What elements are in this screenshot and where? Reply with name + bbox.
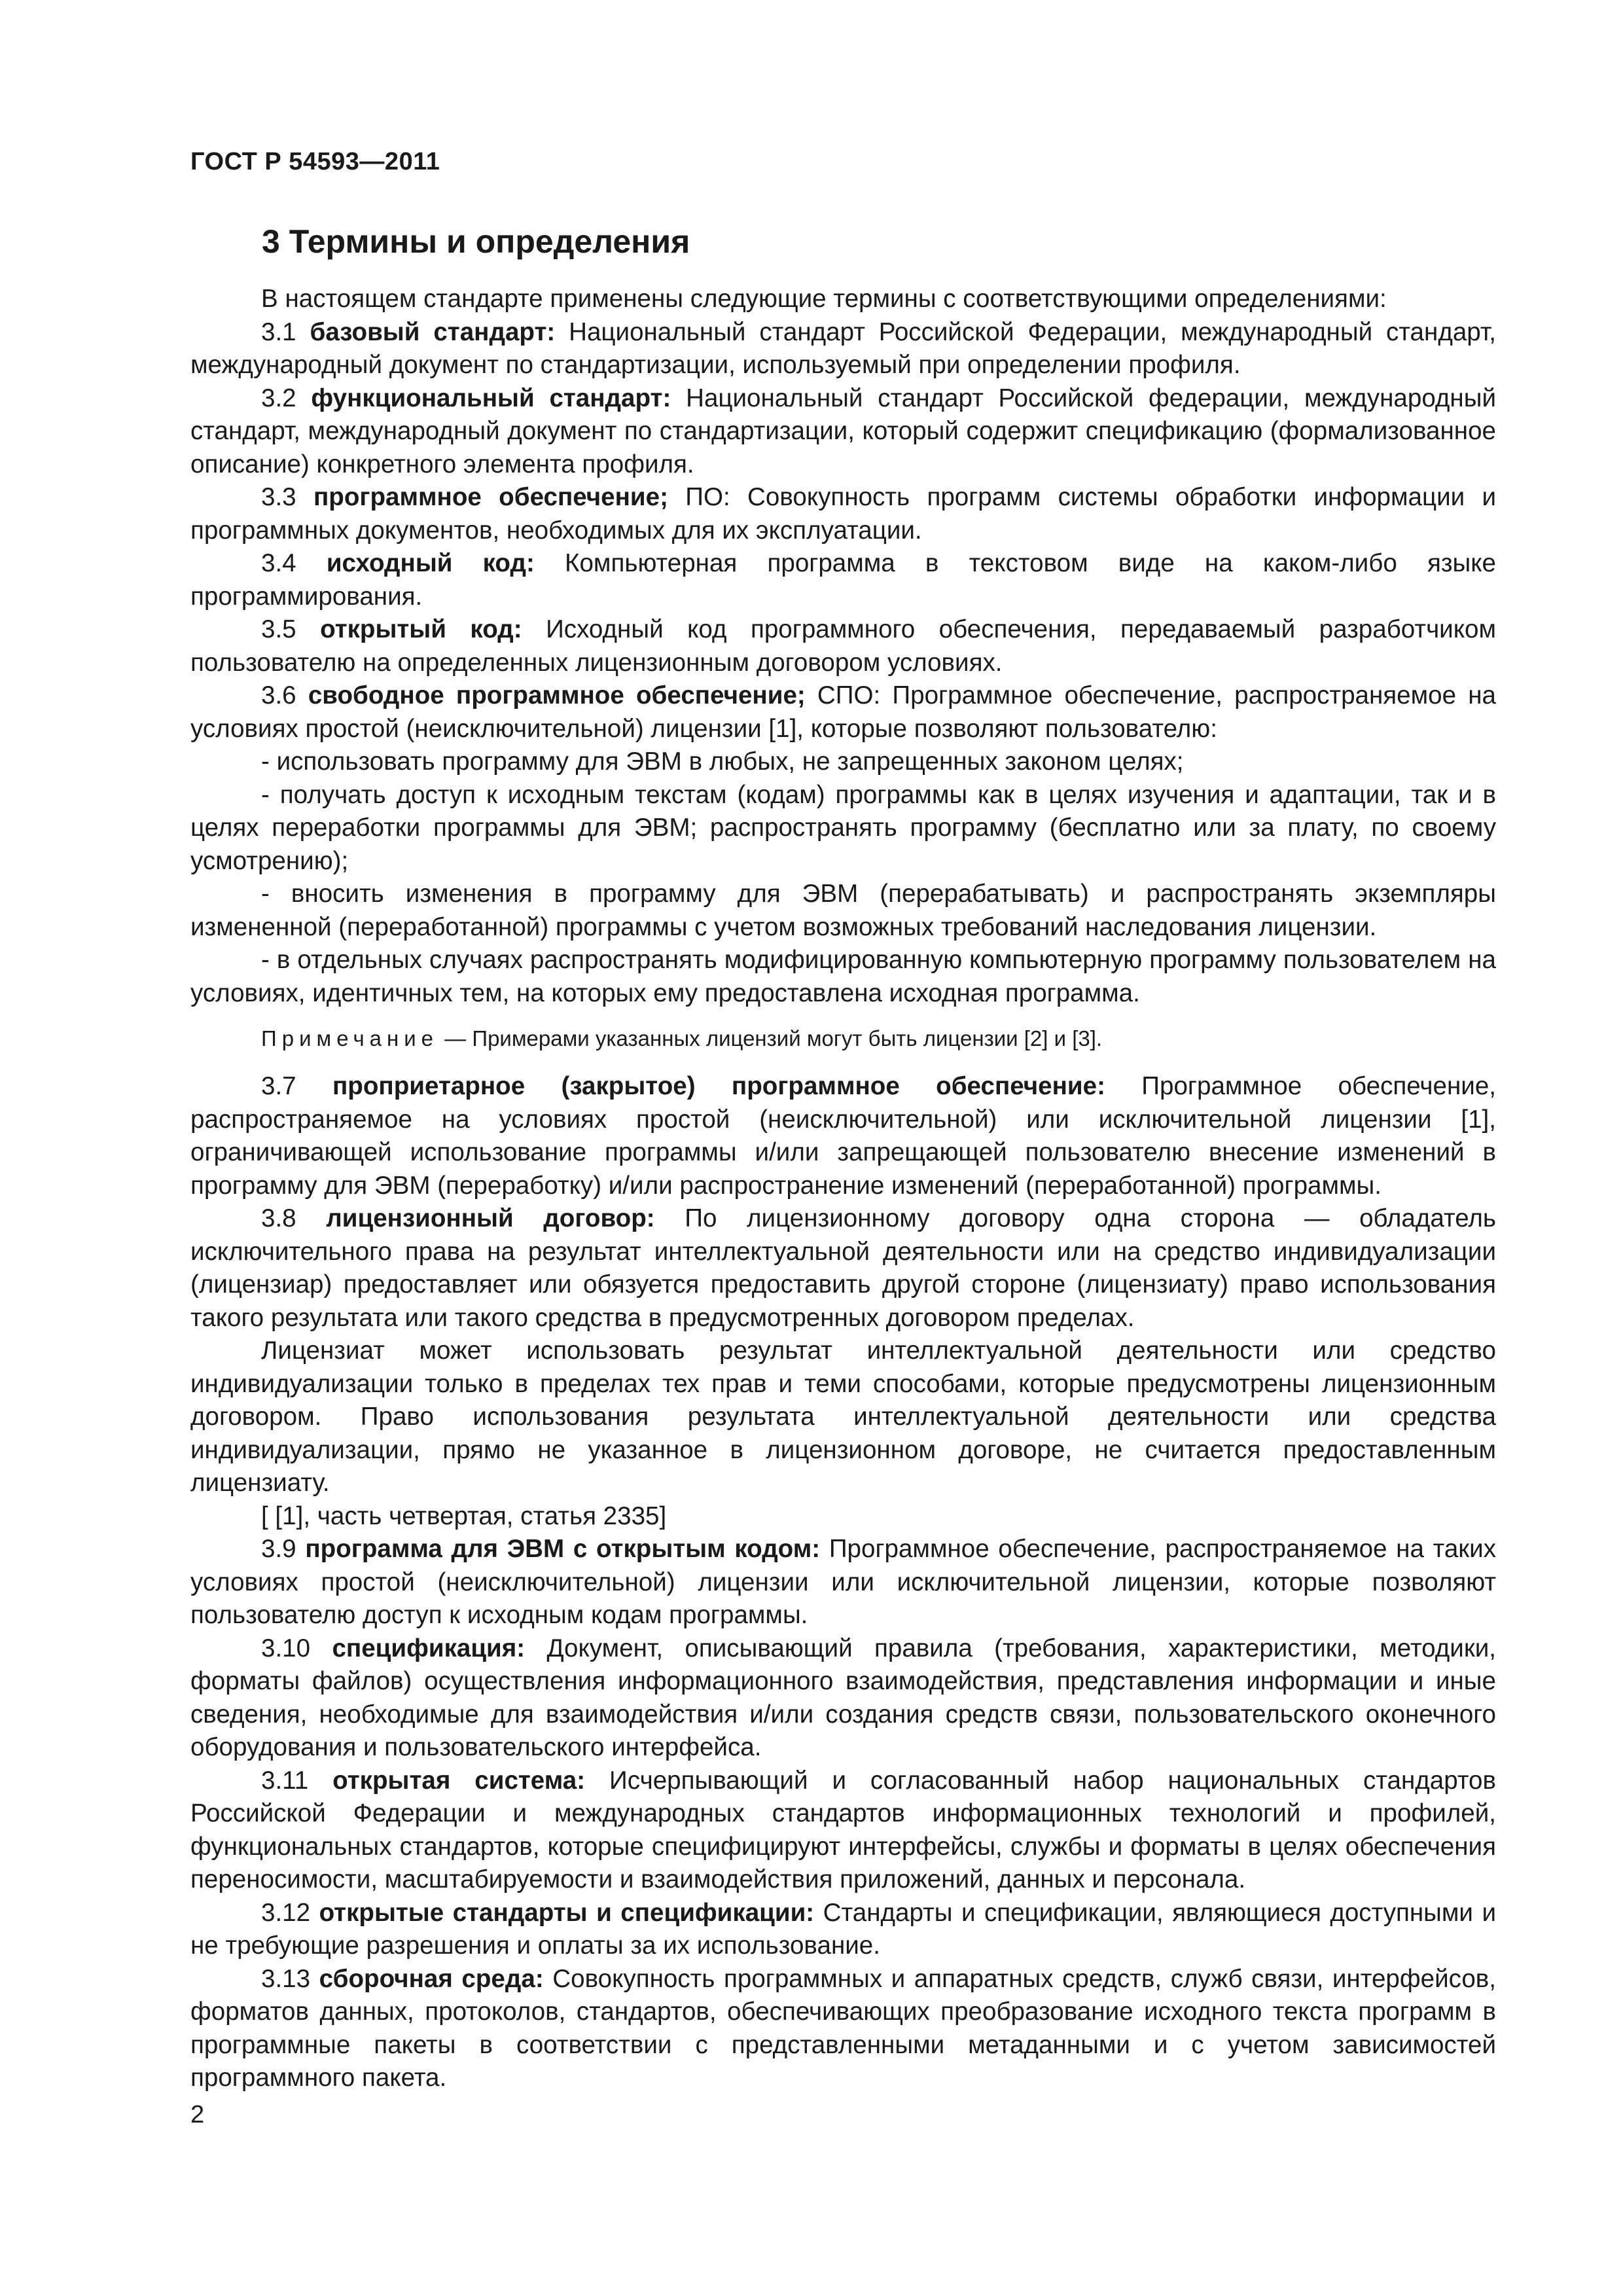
note-paragraph: [190, 1024, 1496, 1053]
term-number: 3.11: [261, 1766, 309, 1795]
term-3-9: [190, 1533, 1496, 1632]
term-number: 3.4: [261, 549, 296, 577]
term-name: программа для ЭВМ с открытым кодом:: [305, 1535, 821, 1563]
intro-paragraph: В настоящем стандарте применены следующие термины с соответствующими определениями:: [261, 285, 1387, 313]
page-number: 2: [190, 2101, 205, 2128]
term-definition: ПО: Совокупность программ системы обработки информации и программных документов, необходимых для их эксплуатации.: [190, 483, 1497, 545]
document-body: [190, 283, 1496, 2095]
term-3-11: [190, 1765, 1496, 1897]
term-definition: По лицензионному договору одна сторона — обладатель исключительного права на результат интеллектуальной деятельности или на средство индивидуализации (лицензиар) предоставляет или обязуется предоставить другой стороне (лицензиату) право использования такого результата или такого средства в предусмотренных договором пределах.: [190, 1204, 1497, 1332]
term-definition: Исчерпывающий и согласованный набор национальных стандартов Российской Федерации и международных стандартов информационных технологий и профилей, функциональных стандартов, которые специфицируют интерфейсы, службы и форматы в целях обеспечения переносимости, масштабируемости и взаимодействия приложений, данных и персонала.: [190, 1766, 1497, 1893]
term-3-4: [190, 547, 1496, 613]
term-number: 3.6: [261, 681, 296, 709]
list-item: - использовать программу для ЭВМ в любых, не запрещенных законом целях;: [261, 747, 1184, 776]
term-3-10: [190, 1632, 1496, 1765]
term-definition: Компьютерная программа в текстовом виде на каком-либо языке программирования.: [190, 549, 1497, 611]
term-name: лицензионный договор:: [326, 1204, 655, 1232]
term-definition: СПО: Программное обеспечение, распространяемое на условиях простой (неисключительной) лицензии [1], которые позволяют пользователю:: [190, 681, 1496, 743]
term-3-8-reference: [ [1], часть четвертая, статья 2335]: [261, 1501, 667, 1530]
term-name: открытая система:: [332, 1766, 586, 1795]
term-3-2: [190, 382, 1496, 482]
term-definition: Национальный стандарт Российской федерации, международный стандарт, международный документ по стандартизации, который содержит спецификацию (формализованное описание) конкретного элемента профиля.: [190, 384, 1497, 478]
list-item: - вносить изменения в программу для ЭВМ (перерабатывать) и распространять экземпляры измененной (переработанной) программы с учетом возможных требований наследования лицензии.: [190, 880, 1496, 941]
term-definition: Документ, описывающий правила (требования, характеристики, методики, форматы файлов) осуществления информационного взаимодействия, представления информации и иные сведения, необходимые для взаимодействия и/или создания средств связи, пользовательского оконечного оборудования и пользовательского интерфейса.: [190, 1634, 1496, 1761]
term-name: открытые стандарты и спецификации:: [319, 1898, 815, 1927]
term-number: 3.9: [261, 1535, 296, 1563]
term-3-3: [190, 481, 1496, 547]
term-name: функциональный стандарт:: [311, 384, 671, 412]
term-name: проприетарное (закрытое) программное обеспечение:: [332, 1072, 1105, 1100]
term-3-13: [190, 1963, 1496, 2095]
term-3-8-continuation: Лицензиат может использовать результат интеллектуальной деятельности или средство индивидуализации только в пределах тех прав и теми способами, которые предусмотрены лицензионным договором. Право использования результата интеллектуальной деятельности или средства индивидуализации, прямо не указанное в лицензионном договоре, не считается предоставленным лицензиату.: [190, 1336, 1496, 1497]
term-number: 3.1: [261, 317, 296, 346]
document-code-header: ГОСТ Р 54593—2011: [190, 148, 440, 175]
section-title: 3 Термины и определения: [262, 223, 690, 260]
term-definition: Программное обеспечение, распространяемое на таких условиях простой (неисключительной) лицензии или исключительной лицензии, которые позволяют пользователю доступ к исходным кодам программы.: [190, 1535, 1497, 1629]
term-name: базовый стандарт:: [310, 317, 556, 346]
term-number: 3.12: [261, 1898, 311, 1927]
term-definition: Стандарты и спецификации, являющиеся доступными и не требующие разрешения и оплаты за их использование.: [190, 1898, 1497, 1960]
term-definition: Программное обеспечение, распространяемое на условиях простой (неисключительной) или исключительной лицензии [1], ограничивающей использование программы и/или запрещающей пользователю внесение изменений в программу для ЭВМ (переработку) и/или распространение изменений (переработанной) программы.: [190, 1072, 1497, 1200]
term-number: 3.8: [261, 1204, 296, 1232]
term-name: спецификация:: [332, 1634, 526, 1662]
term-name: свободное программное обеспечение;: [308, 681, 806, 709]
term-3-8: [190, 1202, 1496, 1335]
term-3-1: [190, 316, 1496, 382]
term-number: 3.10: [261, 1634, 311, 1662]
term-number: 3.5: [261, 615, 296, 643]
term-definition: Совокупность программных и аппаратных средств, служб связи, интерфейсов, форматов данных, протоколов, стандартов, обеспечивающих преобразование исходного текста программ в программные пакеты в соответствии с представленными метаданными и с учетом зависимостей программного пакета.: [190, 1964, 1497, 2092]
term-3-12: [190, 1897, 1496, 1963]
note-text: — Примерами указанных лицензий могут быть лицензии [2] и [3].: [444, 1026, 1103, 1050]
list-item: - в отдельных случаях распространять модифицированную компьютерную программу пользователем на условиях, идентичных тем, на которых ему предоставлена исходная программа.: [190, 946, 1496, 1007]
term-3-6: [190, 679, 1496, 745]
term-3-5: [190, 613, 1496, 679]
note-label: Примечание: [261, 1026, 439, 1050]
term-name: открытый код:: [320, 615, 522, 643]
list-item: - получать доступ к исходным текстам (кодам) программы как в целях изучения и адаптации, так и в целях переработки программы для ЭВМ; распространять программу (бесплатно или за плату, по своему усмотрению);: [190, 780, 1496, 875]
term-number: 3.7: [261, 1072, 296, 1100]
term-number: 3.13: [261, 1964, 311, 1993]
term-definition: Исходный код программного обеспечения, передаваемый разработчиком пользователю на определенных лицензионным договором условиях.: [190, 615, 1497, 677]
term-number: 3.2: [261, 384, 296, 412]
term-3-7: [190, 1070, 1496, 1202]
term-name: программное обеспечение;: [313, 483, 668, 511]
term-name: исходный код:: [326, 549, 535, 577]
term-number: 3.3: [261, 483, 296, 511]
term-definition: Национальный стандарт Российской Федерации, международный стандарт, международный документ по стандартизации, используемый при определении профиля.: [190, 317, 1497, 379]
term-name: сборочная среда:: [319, 1964, 544, 1993]
